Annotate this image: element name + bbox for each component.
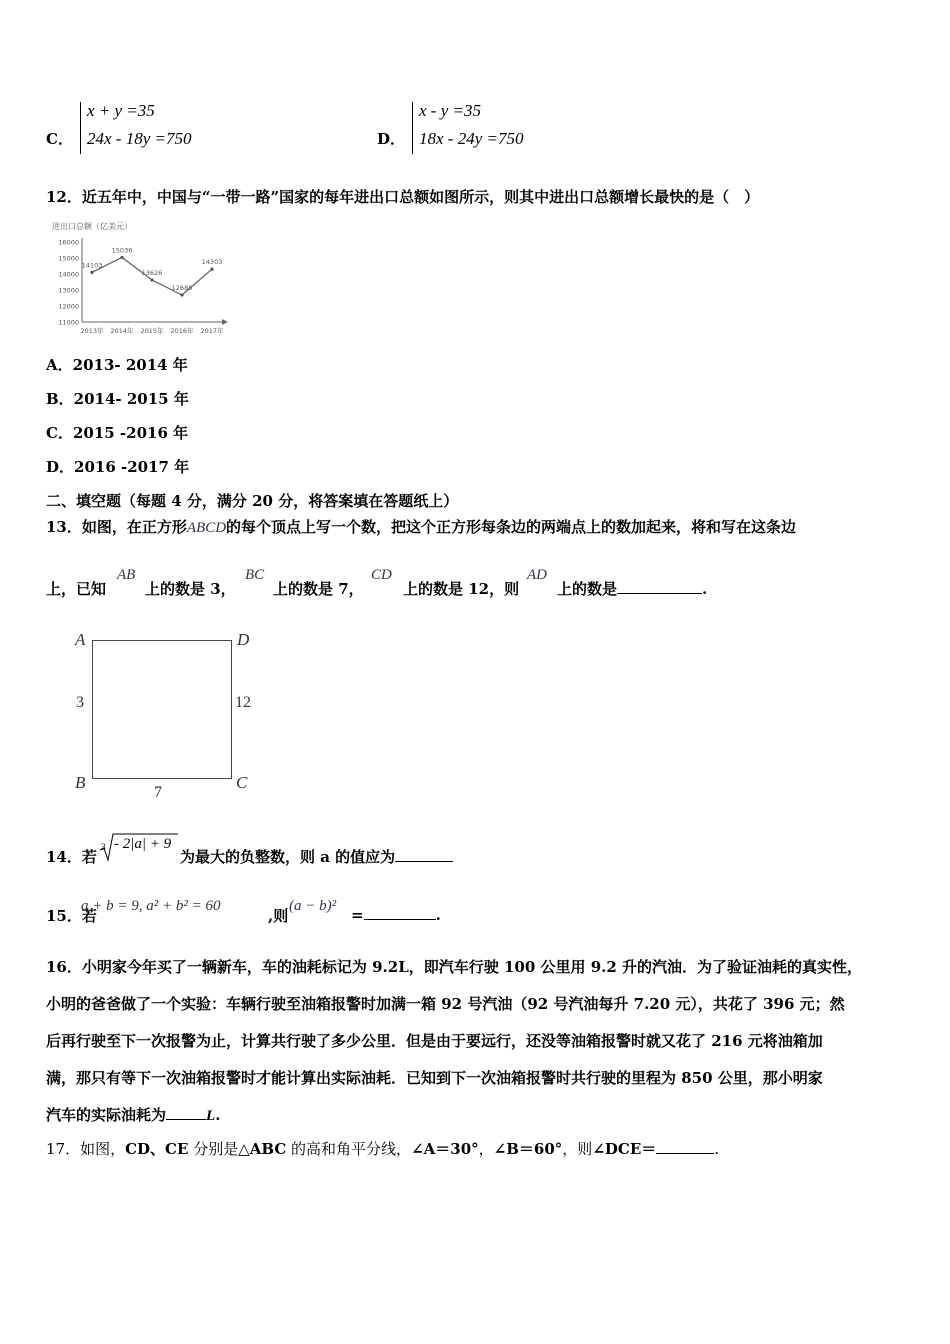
text-span: ,则 xyxy=(268,907,289,925)
x-axis-arrow xyxy=(222,319,228,325)
data-label: 13626 xyxy=(141,268,163,277)
option-b: B．2014- 2015 年 xyxy=(46,390,189,408)
question-16-line: 16．小明家今年买了一辆新车，车的油耗标记为 9.2L，即汽车行驶 100 公里用 9.2 升的汽油．为了验证油耗的真实性， xyxy=(46,958,863,976)
data-point xyxy=(210,268,213,271)
vertex-d: D xyxy=(237,630,250,649)
y-tick-label: 11000 xyxy=(58,318,79,327)
data-label: 14103 xyxy=(81,261,103,270)
section-heading: 二、填空题（每题 4 分，满分 20 分，将答案填在答题纸上） xyxy=(46,492,459,510)
y-tick-label: 16000 xyxy=(58,238,79,247)
question-16-line: 小明的爸爸做了一个实验：车辆行驶至油箱报警时加满一箱 92 号汽油（92 号汽油每升 7.20 元），共花了 396 元；然 xyxy=(46,995,845,1013)
question-16-last-line: 汽车的实际油耗为 L. xyxy=(46,1106,221,1124)
y-tick-label: 13000 xyxy=(58,286,79,295)
question-17-text: 17．如图，CD、CE 分别是△ABC 的高和角平分线，∠A＝30°，∠B＝60°，则∠DCE＝ . xyxy=(46,1140,720,1158)
data-label: 12686 xyxy=(171,284,193,293)
text-span: 上的数是 3， xyxy=(145,580,236,598)
question-16-line: 后再行驶至下一次报警为止，计算共行驶了多少公里．但是由于要远行，还没等油箱报警时就又花了 216 元将油箱加 xyxy=(46,1032,823,1050)
option-c: C．2015 -2016 年 xyxy=(46,424,189,442)
question-15-pre: 15．若 xyxy=(46,907,97,925)
x-tick-label: 2016年 xyxy=(170,327,194,335)
segment-label: AB xyxy=(117,567,136,583)
data-point xyxy=(150,278,153,281)
square-figure xyxy=(92,640,232,779)
option-c-label: C． xyxy=(46,130,73,148)
question-14-post: 为最大的负整数，则 a 的值应为 xyxy=(180,846,453,867)
x-tick-label: 2017年 xyxy=(200,327,224,335)
answer-blank[interactable] xyxy=(656,1139,714,1154)
vertex-c: C xyxy=(236,773,248,792)
question-12-text: 12．近五年中，中国与“一带一路”国家的每年进出口总额如图所示，则其中进出口总额增长最快的是（ ） xyxy=(46,188,760,206)
answer-blank[interactable] xyxy=(166,1105,206,1120)
text-span: = . xyxy=(351,906,441,924)
question-13-line1: 13．如图，在正方形ABCD的每个顶点上写一个数，把这个正方形每条边的两端点上的数加起来，将和写在这条边 xyxy=(46,518,797,536)
segment-label: AD xyxy=(527,567,547,583)
brace xyxy=(80,102,81,154)
x-tick-label: 2014年 xyxy=(110,327,134,335)
equation: 24x - 18y =750 xyxy=(87,129,192,148)
y-tick-label: 15000 xyxy=(58,254,79,263)
side-cd-value: 12 xyxy=(235,694,251,711)
y-tick-label: 14000 xyxy=(58,270,79,279)
data-label: 15036 xyxy=(111,246,133,255)
side-ab-value: 3 xyxy=(76,694,84,711)
question-14-pre: 14．若 xyxy=(46,848,97,866)
equation: x + y =35 xyxy=(87,101,155,120)
answer-blank[interactable] xyxy=(395,847,453,862)
x-tick-label: 2015年 xyxy=(140,327,164,335)
data-point xyxy=(120,256,123,259)
option-a: A．2013- 2014 年 xyxy=(46,356,188,374)
option-d-label: D． xyxy=(377,130,406,148)
text-span: 上的数是 12，则 xyxy=(403,580,520,598)
data-point xyxy=(90,271,93,274)
target-expression: (a − b)² xyxy=(289,898,337,914)
question-16-line: 满，那只有等下一次油箱报警时才能计算出实际油耗．已知到下一次油箱报警时共行驶的里程为 850 公里，那小明家 xyxy=(46,1069,823,1087)
text-span: 上的数是 . xyxy=(557,580,708,598)
vertex-b: B xyxy=(75,773,86,792)
answer-blank[interactable] xyxy=(364,905,436,920)
data-point xyxy=(180,293,183,296)
option-d: D．2016 -2017 年 xyxy=(46,458,190,476)
vertex-a: A xyxy=(75,630,86,649)
side-bc-value: 7 xyxy=(154,784,162,801)
brace xyxy=(412,102,413,154)
given-equations: a + b = 9, a² + b² = 60 xyxy=(81,898,221,914)
text-span: 上的数是 7， xyxy=(273,580,364,598)
data-label: 14303 xyxy=(201,258,223,267)
chart-title: 进出口总额（亿美元） xyxy=(52,222,132,231)
equation: x - y =35 xyxy=(419,101,481,120)
segment-label: CD xyxy=(371,567,392,583)
question-13-line2: 上，已知 xyxy=(46,580,107,598)
export-import-line-chart xyxy=(44,218,229,338)
x-tick-label: 2013年 xyxy=(80,327,104,335)
y-tick-label: 12000 xyxy=(58,302,79,311)
answer-blank[interactable] xyxy=(617,579,702,594)
equation: 18x - 24y =750 xyxy=(419,129,524,148)
segment-label: BC xyxy=(245,567,265,583)
